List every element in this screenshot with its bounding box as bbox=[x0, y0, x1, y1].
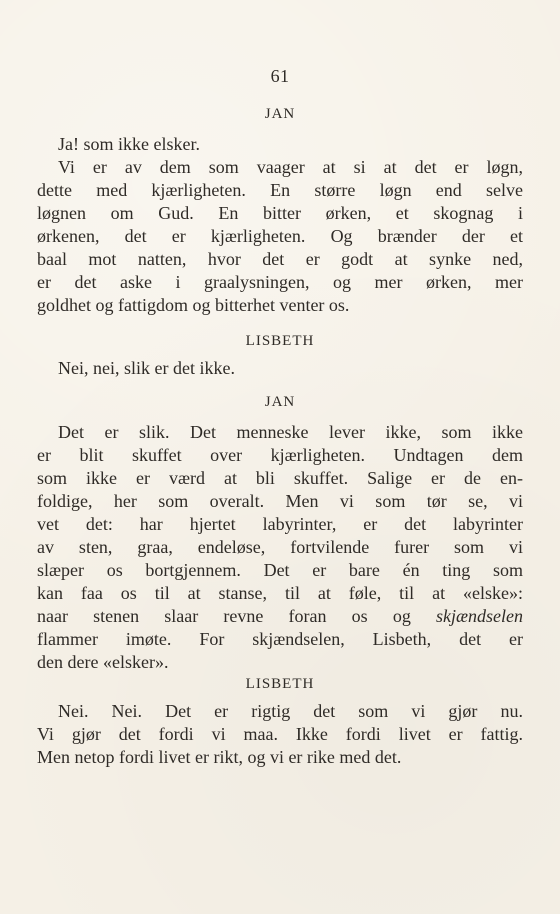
page-number: 61 bbox=[270, 66, 290, 86]
speech-line: av sten, graa, endeløse, fortvilende furer som vi bbox=[37, 537, 523, 557]
speech-line: kan faa os til at stanse, til at føle, til at «elske»: bbox=[37, 583, 523, 603]
speech-line: slæper os bortgjennem. Det er bare én ting som bbox=[37, 560, 523, 580]
speaker-name: LISBETH bbox=[245, 333, 315, 349]
speech-line: Nei, nei, slik er det ikke. bbox=[58, 358, 235, 378]
speech-line: Vi gjør det fordi vi maa. Ikke fordi livet er fattig. bbox=[37, 724, 523, 744]
speech-line: Nei. Nei. Det er rigtig det som vi gjør nu. bbox=[58, 701, 523, 721]
speech-line: baal mot natten, hvor det er godt at synke ned, bbox=[37, 249, 523, 269]
speech-line: foldige, her som overalt. Men vi som tør se, vi bbox=[37, 491, 523, 511]
speech-line: den dere «elsker». bbox=[37, 652, 169, 672]
speech-line: som ikke er værd at bli skuffet. Salige er de en- bbox=[37, 468, 523, 488]
speech-line: Vi er av dem som vaager at si at det er løgn, bbox=[58, 157, 523, 177]
speech-line: er det aske i graalysningen, og mer ørken, mer bbox=[37, 272, 523, 292]
speech-line: ørkenen, det er kjærligheten. Og brænder der et bbox=[37, 226, 523, 246]
dialogue-speech bbox=[37, 421, 523, 674]
dialogue-speech bbox=[37, 357, 523, 380]
speaker-name: LISBETH bbox=[245, 676, 315, 692]
speech-line: flammer imøte. For skjændselen, Lisbeth, det er bbox=[37, 629, 523, 649]
speech-line: Ja! som ikke elsker. bbox=[58, 134, 200, 154]
speech-line: goldhet og fattigdom og bitterhet venter os. bbox=[37, 295, 350, 315]
speech-line: Men netop fordi livet er rikt, og vi er rike med det. bbox=[37, 747, 402, 767]
dialogue-speech bbox=[37, 700, 523, 769]
speech-line: Det er slik. Det menneske lever ikke, som ikke bbox=[58, 422, 523, 442]
speech-line: er blit skuffet over kjærligheten. Undtagen dem bbox=[37, 445, 523, 465]
speech-line bbox=[37, 605, 523, 628]
speech-line: dette med kjærligheten. En større løgn end selve bbox=[37, 180, 523, 200]
dialogue-speech bbox=[37, 133, 523, 317]
speech-text: naar stenen slaar revne foran os og bbox=[37, 606, 411, 626]
emphasized-word: skjændselen bbox=[436, 606, 524, 626]
speaker-name: JAN bbox=[264, 106, 296, 122]
speaker-name: JAN bbox=[264, 394, 296, 410]
speech-line: løgnen om Gud. En bitter ørken, et skognag i bbox=[37, 203, 523, 223]
speech-line: vet det: har hjertet labyrinter, er det labyrinter bbox=[37, 514, 523, 534]
